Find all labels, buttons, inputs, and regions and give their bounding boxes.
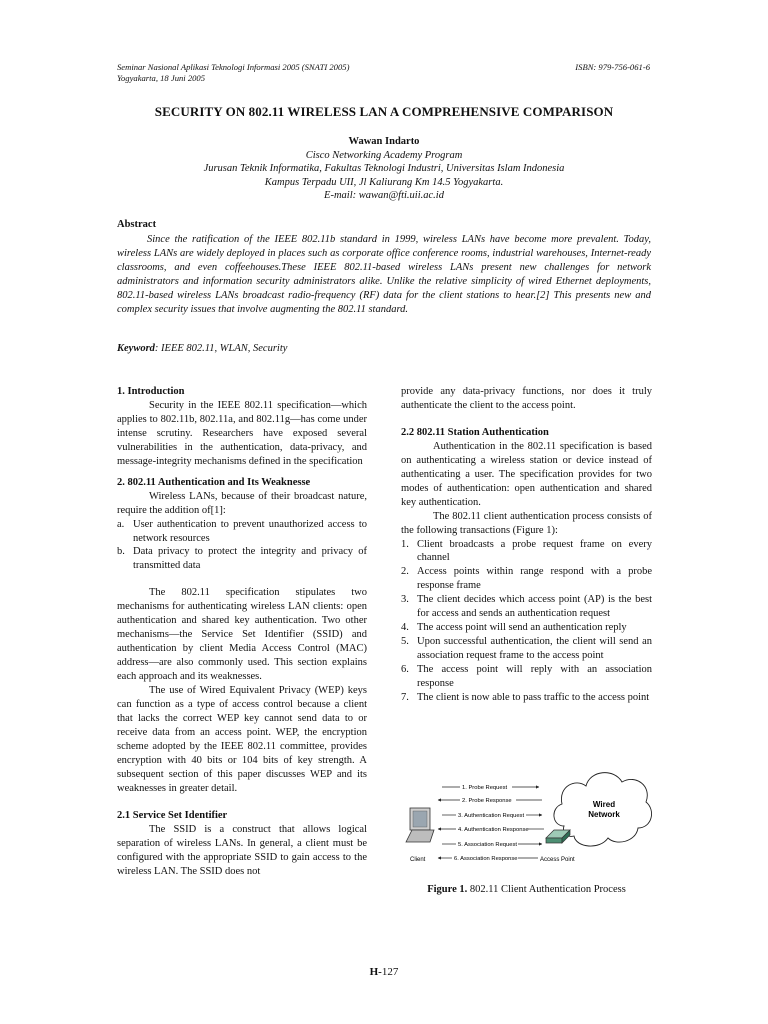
list-item: a. User authentication to prevent unauthorized access to network resources <box>117 518 367 544</box>
keywords <box>117 343 287 354</box>
abstract-heading: Abstract <box>117 219 157 230</box>
author-address: Kampus Terpadu UII, Jl Kaliurang Km 14.5 Yogyakarta. <box>264 176 504 188</box>
left-column <box>117 385 367 878</box>
station-authentication-paragraph: Authentication in the 802.11 specification is based on authenticating a wireless station or device instead of authenticating a user. The specification provides for two modes of authentication: open authentication and shared key authentication. <box>401 440 652 508</box>
message-authentication-response: 4. Authentication Response <box>458 827 529 833</box>
page-prefix: H- <box>369 966 382 978</box>
conference-name: Seminar Nasional Aplikasi Teknologi Informasi 2005 (SNATI 2005) <box>117 62 350 72</box>
access-point-label: Access Point <box>540 857 575 863</box>
figure-caption <box>401 884 652 895</box>
author-affiliation-1: Cisco Networking Academy Program <box>305 149 463 161</box>
section-heading-authentication: 2. 802.11 Authentication and Its Weaknesse <box>117 476 311 488</box>
keyword-text: : IEEE 802.11, WLAN, Security <box>154 343 288 354</box>
list-item: b. Data privacy to protect the integrity and privacy of transmitted data <box>117 546 367 572</box>
list-item: 1. Client broadcasts a probe request frame on every channel <box>401 538 652 564</box>
message-association-response: 6. Association Response <box>454 856 518 862</box>
introduction-paragraph: Security in the IEEE 802.11 specification—which applies to 802.11b, 802.11a, and 802.11g—has come under intense scrutiny. Researchers have exposed several vulnerabilities in the authentication, data-privacy, and message-integrity mechanisms defined in the specification <box>117 399 367 467</box>
section-heading-ssid: 2.1 Service Set Identifier <box>117 809 228 821</box>
access-point-icon <box>546 830 570 843</box>
message-probe-request: 1. Probe Request <box>462 785 508 791</box>
cloud-label-network: Network <box>588 810 620 819</box>
requirements-list <box>117 518 367 574</box>
authentication-intro-paragraph: Wireless LANs, because of their broadcast nature, require the addition of[1]: <box>117 490 367 516</box>
isbn: ISBN: 979-756-061-6 <box>575 62 650 72</box>
abstract-body: Since the ratification of the IEEE 802.11b standard in 1999, wireless LANs have become more prevalent. Today, wireless LANs are widely deployed in places such as corporate office conference rooms, industrial warehouses, Internet-ready classrooms, and even coffeehouses.These IEEE 802.11-based wireless LANs present new challenges for network administrators and information security administrators alike. Unlike the relative simplicity of wired Ethernet deployments, 802.11-based wireless LANs broadcast radio-frequency (RF) data for the client stations to hear.[2] This presents new and complex security issues that involve augmenting the 802.11 standard. <box>117 234 651 316</box>
transaction-steps-list <box>401 538 652 705</box>
list-item: 7. The client is now able to pass traffic to the access point <box>401 692 650 704</box>
authentication-mechanisms-paragraph: The 802.11 specification stipulates two mechanisms for authenticating wireless LAN clients: open authentication and shared key authentication. Two other mechanisms—the Service Set Identifier (SSID) and authentication by client Media Access Control (MAC) address—are also commonly used. This section explains each approach and its weaknesses. <box>117 587 367 683</box>
list-item: 5. Upon successful authentication, the client will send an association request frame to the access point <box>401 636 652 662</box>
list-item: 4. The access point will send an authentication reply <box>401 622 627 634</box>
cloud-label-wired: Wired <box>592 800 616 809</box>
section-heading-introduction: 1. Introduction <box>117 386 185 397</box>
paper-title: SECURITY ON 802.11 WIRELESS LAN A COMPREHENSIVE COMPARISON <box>154 104 614 119</box>
list-item: 3. The client decides which access point (AP) is the best for access and sends an authentication request <box>401 594 652 620</box>
ssid-paragraph: The SSID is a construct that allows logical separation of wireless LANs. In general, a client must be configured with the appropriate SSID to gain access to the wireless LAN. The SSID does not <box>117 823 367 877</box>
keyword-label: Keyword <box>117 343 155 354</box>
figure-caption-text: 802.11 Client Authentication Process <box>467 884 626 895</box>
list-item: 2. Access points within range respond with a probe response frame <box>401 566 652 592</box>
message-arrows <box>438 785 544 862</box>
page-number <box>0 966 768 978</box>
authentication-process-figure <box>404 756 654 868</box>
section-heading-station-authentication: 2.2 802.11 Station Authentication <box>401 426 549 438</box>
right-column <box>401 385 652 705</box>
list-item: 6. The access point will reply with an association response <box>401 664 652 690</box>
message-authentication-request: 3. Authentication Request <box>458 813 525 819</box>
author-email: E-mail: wawan@fti.uii.ac.id <box>324 190 444 202</box>
laptop-icon <box>406 808 434 842</box>
conference-place-date: Yogyakarta, 18 Juni 2005 <box>117 73 206 83</box>
figure-caption-label: Figure 1. <box>427 884 468 895</box>
ssid-continued-paragraph: provide any data-privacy functions, nor does it truly authenticate the client to the access point. <box>401 386 652 411</box>
message-probe-response: 2. Probe Response <box>462 798 512 804</box>
author-name: Wawan Indarto <box>348 136 420 147</box>
wep-paragraph: The use of Wired Equivalent Privacy (WEP) keys can function as a type of access control because a client that lacks the correct WEP key cannot send data to or receive data from an access point. WEP, the encryption scheme adopted by the IEEE 802.11 committee, provides encryption with 40 bits or 104 bits of key strength. A subsequent section of this paper discusses WEP and its weaknesses in greater detail. <box>117 685 367 794</box>
client-label: Client <box>410 857 426 863</box>
author-block <box>0 135 768 203</box>
page-number-value: 127 <box>381 966 399 978</box>
transactions-intro-paragraph: The 802.11 client authentication process consists of the following transactions (Figure 1): <box>401 510 652 536</box>
running-header-left <box>117 62 349 84</box>
author-affiliation-2: Jurusan Teknik Informatika, Fakultas Teknologi Industri, Universitas Islam Indonesia <box>203 163 565 175</box>
message-association-request: 5. Association Request <box>458 842 517 848</box>
